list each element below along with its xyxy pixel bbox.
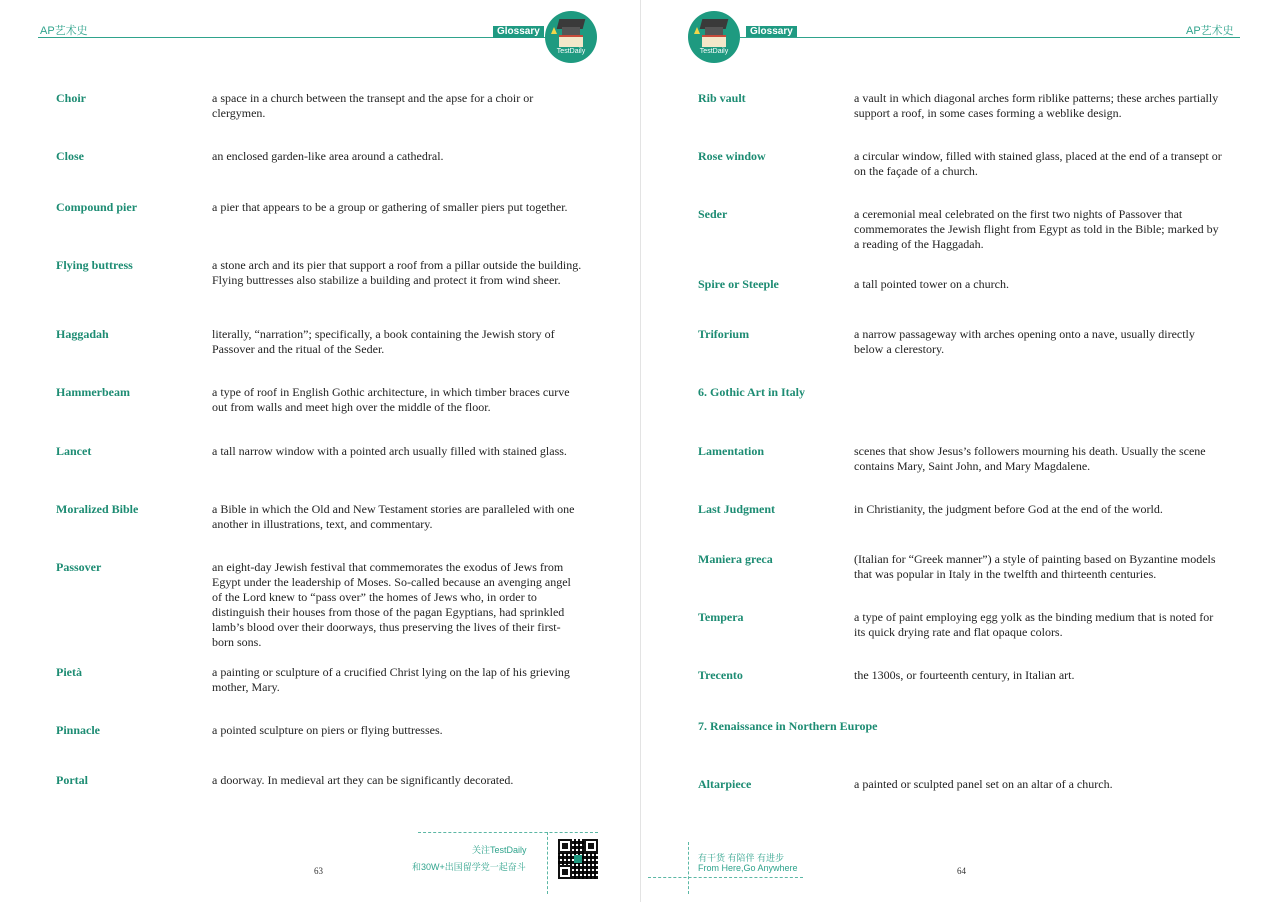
definition: scenes that show Jesus’s followers mourning his death. Usually the scene contains Mary, Saint John, and Mary Magdalene. [854, 444, 1206, 473]
definition: (Italian for “Greek manner”) a style of painting based on Byzantine models that was popular in Italy in the twelfth and thirteenth centuries. [854, 552, 1216, 581]
term: Choir [56, 91, 86, 105]
term: Rib vault [698, 91, 746, 105]
book-icon [559, 35, 583, 47]
term: Seder [698, 207, 728, 221]
page-number: 64 [957, 866, 966, 876]
term: Close [56, 149, 84, 163]
term: Portal [56, 773, 88, 787]
definition: a Bible in which the Old and New Testament stories are paralleled with one another in illustrations, text, and commentary. [212, 502, 575, 531]
definition: a tall narrow window with a pointed arch usually filled with stained glass. [212, 444, 567, 458]
term: Altarpiece [698, 777, 752, 791]
footer-dashed-rule [418, 832, 598, 833]
term: Trecento [698, 668, 743, 682]
testdaily-logo [545, 11, 597, 63]
footer-dashed-rule [648, 877, 803, 878]
footer-slogan-1: 有干货 有陪伴 有进步 [698, 853, 785, 863]
definition: a pier that appears to be a group or gathering of smaller piers put together. [212, 200, 568, 214]
definition: a narrow passageway with arches opening onto a nave, usually directly below a clerestory. [854, 327, 1195, 356]
book-icon [702, 35, 726, 47]
logo-brand: TestDaily [699, 48, 729, 55]
term: Moralized Bible [56, 502, 139, 516]
section-heading: 7. Renaissance in Northern Europe [698, 719, 878, 733]
definition: a doorway. In medieval art they can be significantly decorated. [212, 773, 514, 787]
term: Haggadah [56, 327, 109, 341]
testdaily-logo [688, 11, 740, 63]
term: Spire or Steeple [698, 277, 779, 291]
definition: a type of roof in English Gothic architecture, in which timber braces curve out from walls and meet high over the middle of the floor. [212, 385, 570, 414]
definition: a stone arch and its pier that support a roof from a pillar outside the building. Flying buttresses also stabilize a building and protect it from wind sheer. [212, 258, 582, 287]
glossary-tag: Glossary [746, 26, 797, 38]
term: Lancet [56, 444, 92, 458]
term: Pietà [56, 665, 82, 679]
header-rule [38, 37, 548, 38]
definition: literally, “narration”; specifically, a book containing the Jewish story of Passover and the ritual of the Seder. [212, 327, 555, 356]
header-subject: AP艺术史 [40, 25, 88, 37]
term: Pinnacle [56, 723, 100, 737]
footer-dashed-divider [547, 832, 548, 894]
definition: a ceremonial meal celebrated on the first two nights of Passover that commemorates the Jewish flight from Egypt as told in the Bible; marked by a reading of the Haggadah. [854, 207, 1219, 251]
definition: a painted or sculpted panel set on an altar of a church. [854, 777, 1113, 791]
header-rule [740, 37, 1240, 38]
term: Maniera greca [698, 552, 773, 566]
term: Triforium [698, 327, 750, 341]
header-subject: AP艺术史 [1186, 25, 1234, 37]
footer-slogan-2: From Here,Go Anywhere [698, 863, 798, 873]
definition: in Christianity, the judgment before God at the end of the world. [854, 502, 1163, 516]
term: Tempera [698, 610, 744, 624]
footer-slogan-2: 和30W+出国留学党一起奋斗 [412, 862, 526, 872]
footer-slogan-1: 关注TestDaily [472, 845, 527, 855]
right-page [641, 0, 1280, 902]
term: Flying buttress [56, 258, 133, 272]
definition: an enclosed garden-like area around a cathedral. [212, 149, 444, 163]
term: Rose window [698, 149, 766, 163]
glossary-tag: Glossary [493, 26, 544, 38]
definition: a vault in which diagonal arches form riblike patterns; these arches partially support a roof, in some cases forming a weblike design. [854, 91, 1219, 120]
definition: the 1300s, or fourteenth century, in Italian art. [854, 668, 1075, 682]
definition: a space in a church between the transept and the apse for a choir or clergymen. [212, 91, 534, 120]
definition: an eight-day Jewish festival that commemorates the exodus of Jews from Egypt under the leadership of Moses. So-called because an avenging angel of the Lord knew to “pass over” the homes of Jews who, in order to distinguish their houses from those of the pagan Egyptians, had sprinkled lamb’s blood over their doorways, thus preserving the lives of their first-born sons. [212, 560, 571, 649]
term: Passover [56, 560, 102, 574]
term: Compound pier [56, 200, 138, 214]
term: Hammerbeam [56, 385, 130, 399]
logo-brand: TestDaily [556, 48, 586, 55]
qr-code-icon[interactable] [558, 839, 598, 879]
section-heading: 6. Gothic Art in Italy [698, 385, 805, 399]
term: Last Judgment [698, 502, 776, 516]
definition: a pointed sculpture on piers or flying buttresses. [212, 723, 443, 737]
page-number: 63 [314, 866, 323, 876]
definition: a type of paint employing egg yolk as the binding medium that is noted for its quick drying rate and flat opaque colors. [854, 610, 1214, 639]
footer-dashed-divider [688, 842, 689, 894]
definition: a tall pointed tower on a church. [854, 277, 1009, 291]
definition: a painting or sculpture of a crucified Christ lying on the lap of his grieving mother, Mary. [212, 665, 570, 694]
definition: a circular window, filled with stained glass, placed at the end of a transept or on the façade of a church. [854, 149, 1222, 178]
term: Lamentation [698, 444, 764, 458]
